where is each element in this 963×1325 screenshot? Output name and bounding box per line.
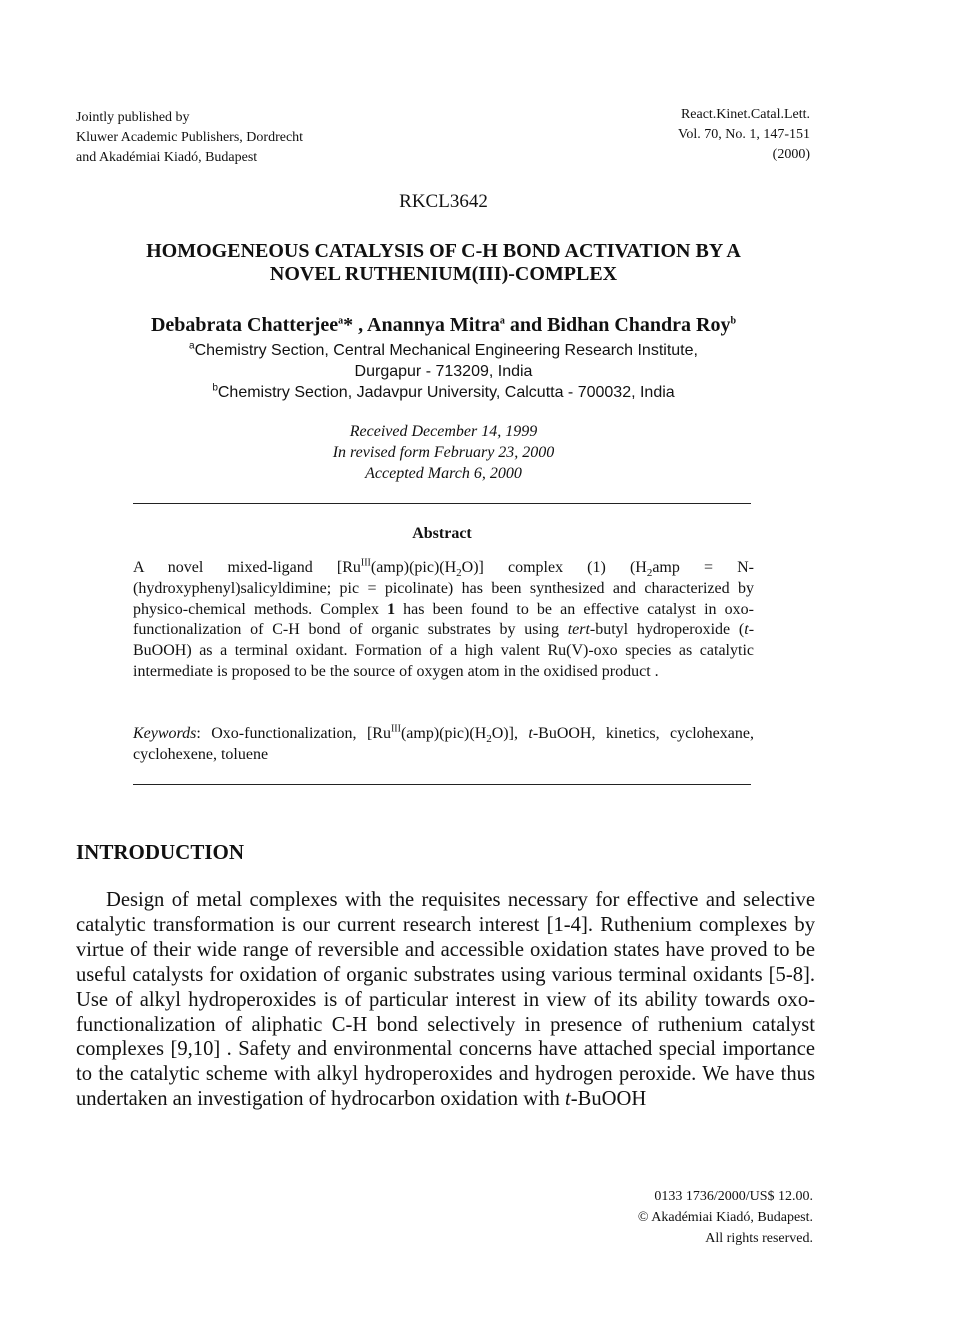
affiliations [80,340,807,403]
footer-line: © Akadémiai Kiadó, Budapest. [637,1210,813,1225]
affil-text: Durgapur - 713209, India [354,363,533,380]
text-italic: tert [567,621,590,639]
citation-line: Vol. 70, No. 1, 147-151 [678,127,810,142]
affiliation-b [80,382,807,403]
citation-line: React.Kinet.Catal.Lett. [680,107,810,122]
section-heading: INTRODUCTION [76,840,245,864]
paper-title [80,240,807,286]
text-sup: III [360,557,371,569]
author-sup: b [730,315,737,327]
author-name: Bidhan Chandra Roy [547,314,731,336]
divider [133,784,751,785]
publisher-line: and Akadémiai Kiadó, Budapest [76,150,258,165]
footer-line: All rights reserved. [705,1231,813,1246]
title-line: NOVEL RUTHENIUM(III)-COMPLEX [269,263,618,285]
text-run: A novel mixed-ligand [Ru [133,559,361,576]
affil-text: Chemistry Section, Jadavpur University, Calcutta - 700032, India [217,384,675,401]
abstract-text [133,558,754,683]
footer-line: 0133 1736/2000/US$ 12.00. [654,1189,813,1204]
text-run: -BuOOH [570,1088,647,1111]
affil-text: Chemistry Section, Central Mechanical Engineering Research Institute, [194,342,698,359]
author-name: Debabrata Chatterjee [150,314,339,336]
keywords-label: Keywords [133,725,197,742]
text-run: Design of metal complexes with the requisites necessary for effective and selective catalytic transformation is our current research interest [1-4]. Ruthenium complexes by virtue of their wide range of reversible and accessible oxidation states have proved to be useful catalysts for oxidation of organic substrates using various terminal oxidants [5-8]. Use of alkyl hydroperoxides is of particular interest in view of its ability towards oxo-functionalization of aliphatic C-H bond selectively in presence of ruthenium catalyst complexes [9,10] . Safety and environmental concerns have attached special importance to the catalytic scheme with alkyl hydroperoxides and hydrogen peroxide. We have thus undertaken an investigation of hydrocarbon oxidation with [76,889,815,1111]
text-run: (amp)(pic)(H [400,725,487,742]
author-sup: a [499,315,505,327]
text-italic: t [744,621,749,639]
text-run: : [196,725,201,742]
text-run: (amp)(pic)(H [370,559,457,576]
submission-dates [80,421,807,484]
date-line: Received December 14, 1999 [349,423,538,440]
text-run: O)], [491,725,529,742]
text-run: amp = N-(hydroxyphenyl)salicyldimine; pic = picolinate) has been synthesized and characterized by physico-chemical methods. Complex [133,559,754,618]
copyright-footer [513,1186,813,1249]
date-line: In revised form February 23, 2000 [332,444,555,461]
author-name: Anannya Mitra [367,314,500,336]
abstract-heading: Abstract [412,525,472,542]
publisher-info [76,108,396,168]
title-line: HOMOGENEOUS CATALYSIS OF C-H BOND ACTIVATION BY A [146,240,741,262]
keywords [133,723,754,765]
text-run: -butyl hydroperoxide ( [589,621,745,639]
journal-citation [550,105,810,165]
paper-code: RKCL3642 [399,191,488,212]
publisher-line: Kluwer Academic Publishers, Dordrecht [76,130,304,145]
text-run: O)] complex (1) (H [461,559,647,576]
text-run: has been found to be an effective catalyst in oxo-functionalization of C-H bond of organic substrates by using [133,600,754,639]
author-mark: * , [343,314,364,336]
date-line: Accepted March 6, 2000 [365,465,522,482]
affil-sup: a [189,340,195,352]
text-sup: III [390,723,401,735]
citation-line: (2000) [772,147,810,162]
affiliation-a [80,340,807,361]
text-sub: 2 [486,733,492,746]
author-sup: a [338,315,344,327]
text-italic: t [564,1088,571,1111]
text-run: Oxo-functionalization, [Ru [200,725,391,742]
author-list [80,314,807,337]
divider [133,503,751,504]
complex-number: 1 [387,600,396,618]
publisher-line: Jointly published by [76,110,190,125]
text-sub: 2 [456,567,462,580]
affil-sup: b [212,382,218,394]
text-run: -BuOOH, kinetics, cyclohexane, cyclohexene, toluene [133,725,754,763]
author-and: and [509,314,543,336]
text-run: -BuOOH) as a terminal oxidant. Formation of a high valent Ru(V)-oxo species as catalytic intermediate is proposed to be the source of oxygen atom in the oxidised product . [133,621,755,680]
text-sub: 2 [646,567,653,580]
intro-paragraph [76,888,815,1112]
text-italic: t [528,725,533,742]
